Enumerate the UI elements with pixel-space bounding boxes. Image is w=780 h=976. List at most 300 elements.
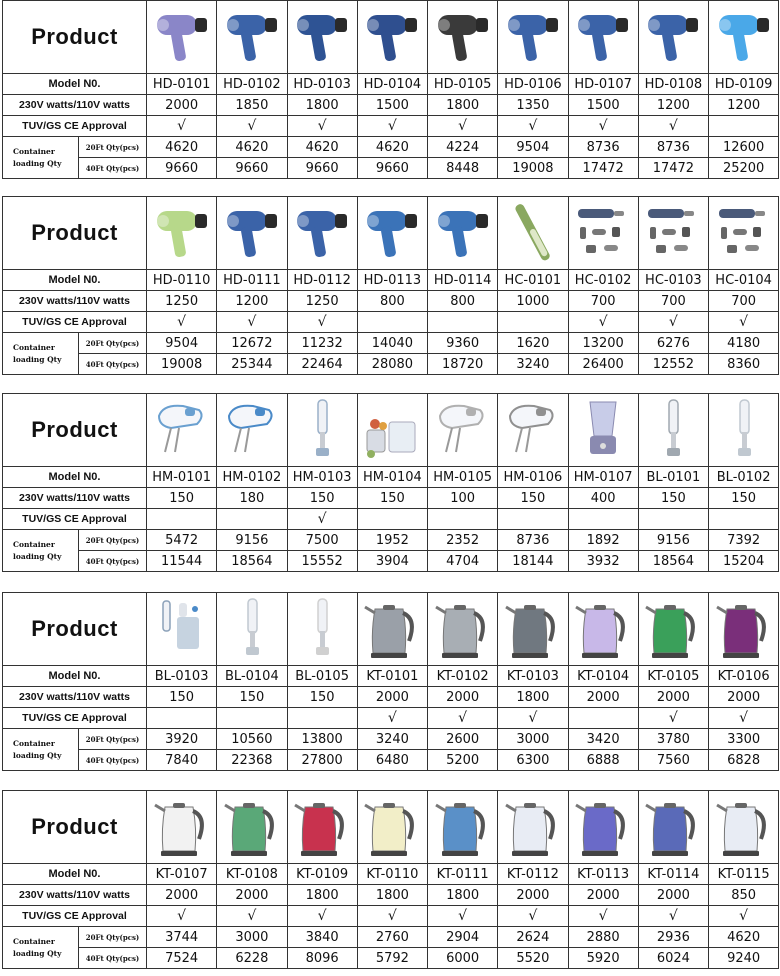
approval-cell	[147, 312, 217, 333]
watts-value: 2000	[446, 689, 480, 705]
qty-40ft-cell	[357, 750, 427, 771]
product-image-row	[3, 593, 779, 666]
watts-label: 230V watts/110V watts	[19, 889, 130, 901]
qty-20ft-cell	[638, 333, 708, 354]
product-image-cell	[147, 593, 217, 666]
product-image-cell	[357, 791, 427, 864]
model-row	[3, 467, 779, 488]
qty-40ft-cell	[498, 750, 568, 771]
qty-40ft-value: 19008	[160, 356, 203, 372]
watts-value-cell	[638, 885, 708, 906]
model-number-cell	[217, 864, 287, 885]
model-number: HM-0101	[152, 469, 212, 485]
model-number-cell	[287, 467, 357, 488]
qty-40ft-cell	[428, 948, 498, 969]
watts-value-cell	[357, 291, 427, 312]
approval-cell	[709, 906, 779, 927]
approval-cell	[638, 708, 708, 729]
watts-value-cell	[568, 291, 638, 312]
qty-20ft-cell	[287, 530, 357, 551]
approval-check-mark: √	[739, 710, 749, 726]
qty-20ft-row	[3, 927, 779, 948]
model-number: KT-0101	[366, 668, 419, 684]
qty-20ft-value: 11232	[301, 335, 343, 351]
model-number-cell	[498, 270, 568, 291]
product-image-cell	[357, 197, 427, 270]
watts-value: 150	[379, 490, 405, 506]
model-number-cell	[709, 74, 779, 95]
watts-value: 2000	[656, 689, 690, 705]
qty-40ft-cell	[638, 354, 708, 375]
qty-20ft-cell	[568, 137, 638, 158]
model-number: HD-0107	[574, 76, 632, 92]
qty-40ft-value: 26400	[582, 356, 624, 372]
qty-40ft-label-cell	[79, 750, 147, 771]
product-image-cell	[568, 791, 638, 864]
model-number: HD-0112	[293, 272, 351, 288]
approval-check-mark: √	[668, 710, 678, 726]
model-number-cell	[428, 467, 498, 488]
qty-20ft-value: 2904	[446, 929, 480, 945]
watts-value: 100	[450, 490, 476, 506]
qty-40ft-value: 18720	[441, 356, 484, 372]
qty-20ft-value: 1620	[516, 335, 550, 351]
qty-20ft-value: 4180	[727, 335, 761, 351]
qty-40ft-value: 7840	[165, 752, 199, 768]
qty-40ft-value: 25200	[722, 160, 765, 176]
model-number-cell	[709, 864, 779, 885]
model-number: HD-0105	[433, 76, 492, 92]
container-label: Container loading Qty	[13, 936, 62, 958]
approval-cell	[217, 116, 287, 137]
qty-20ft-value: 2624	[516, 929, 550, 945]
watts-value-cell	[217, 885, 287, 906]
qty-40ft-cell	[498, 354, 568, 375]
model-number: KT-0109	[296, 866, 349, 882]
watts-value: 850	[731, 887, 757, 903]
spec-table	[2, 0, 779, 179]
model-label-cell	[3, 666, 147, 687]
qty-40ft-value: 3240	[516, 356, 550, 372]
watts-label: 230V watts/110V watts	[19, 99, 130, 111]
watts-value-cell	[357, 885, 427, 906]
approval-row	[3, 906, 779, 927]
kettle-icon	[640, 793, 706, 861]
watts-value: 1250	[165, 293, 199, 309]
product-image-cell	[709, 197, 779, 270]
kettle-icon	[219, 793, 285, 861]
model-label-cell	[3, 74, 147, 95]
model-number: HC-0101	[504, 272, 562, 288]
watts-value: 700	[590, 293, 616, 309]
hair-dryer-icon	[500, 3, 566, 71]
qty-20ft-value: 9156	[235, 532, 269, 548]
watts-label: 230V watts/110V watts	[19, 691, 130, 703]
kettle-icon	[570, 595, 636, 663]
qty-20ft-row	[3, 333, 779, 354]
hair-dryer-icon	[149, 199, 215, 267]
watts-value-cell	[287, 687, 357, 708]
approval-label-cell	[3, 312, 147, 333]
qty-40ft-cell	[568, 551, 638, 572]
qty-40ft-row	[3, 551, 779, 572]
kettle-icon	[500, 793, 566, 861]
model-number-cell	[498, 666, 568, 687]
watts-value: 1800	[446, 887, 480, 903]
watts-value: 150	[309, 689, 335, 705]
container-label-cell	[3, 729, 79, 771]
approval-cell	[217, 509, 287, 530]
approval-check-mark: √	[739, 314, 749, 330]
approval-check-mark: √	[458, 908, 468, 924]
qty-40ft-cell	[287, 551, 357, 572]
spec-table	[2, 393, 779, 572]
model-number-cell	[638, 864, 708, 885]
stick-blender-icon	[640, 396, 706, 464]
model-number: HC-0103	[645, 272, 702, 288]
qty-20ft-cell	[568, 927, 638, 948]
qty-40ft-label: 40Ft Qty(pcs)	[85, 953, 140, 963]
model-label-cell	[3, 467, 147, 488]
qty-40ft-value: 6828	[727, 752, 761, 768]
approval-cell	[428, 312, 498, 333]
qty-20ft-value: 4620	[375, 139, 409, 155]
product-image-cell	[217, 197, 287, 270]
watts-value-cell	[638, 291, 708, 312]
watts-label-cell	[3, 885, 147, 906]
model-number: HD-0106	[504, 76, 562, 92]
watts-value-cell	[638, 95, 708, 116]
model-number-cell	[287, 864, 357, 885]
approval-check-mark: √	[387, 118, 397, 134]
model-number: KT-0111	[436, 866, 489, 882]
watts-value: 180	[239, 490, 265, 506]
approval-check-mark: √	[739, 908, 749, 924]
watts-label: 230V watts/110V watts	[19, 295, 130, 307]
product-header-cell	[3, 197, 147, 270]
approval-cell	[287, 312, 357, 333]
product-section	[0, 196, 780, 375]
watts-label: 230V watts/110V watts	[19, 492, 130, 504]
hair-dryer-icon	[289, 199, 355, 267]
product-image-cell	[498, 1, 568, 74]
model-number: KT-0108	[225, 866, 278, 882]
qty-20ft-cell	[147, 530, 217, 551]
approval-check-mark: √	[177, 314, 187, 330]
model-number: KT-0114	[647, 866, 700, 882]
watts-value-cell	[568, 488, 638, 509]
watts-label-cell	[3, 95, 147, 116]
watts-value-cell	[428, 291, 498, 312]
qty-40ft-cell	[217, 551, 287, 572]
qty-20ft-label: 20Ft Qty(pcs)	[85, 734, 140, 744]
product-image-cell	[428, 197, 498, 270]
approval-label: TUV/GS CE Approval	[22, 910, 127, 922]
qty-20ft-cell	[568, 333, 638, 354]
product-title: Product	[31, 616, 118, 641]
approval-cell	[147, 509, 217, 530]
model-number-cell	[147, 270, 217, 291]
approval-label-cell	[3, 708, 147, 729]
model-number: BL-0103	[154, 668, 209, 684]
qty-40ft-value: 5920	[586, 950, 620, 966]
qty-20ft-cell	[147, 927, 217, 948]
watts-value-cell	[568, 687, 638, 708]
qty-20ft-label: 20Ft Qty(pcs)	[85, 142, 140, 152]
qty-20ft-value: 9504	[516, 139, 550, 155]
approval-cell	[498, 906, 568, 927]
qty-40ft-cell	[147, 158, 217, 179]
product-header-cell	[3, 1, 147, 74]
product-image-row	[3, 1, 779, 74]
qty-20ft-cell	[568, 530, 638, 551]
watts-value: 2000	[516, 887, 550, 903]
product-image-cell	[428, 593, 498, 666]
watts-value-cell	[709, 291, 779, 312]
watts-value: 150	[239, 689, 265, 705]
qty-20ft-value: 8736	[586, 139, 620, 155]
model-label: Model N0.	[48, 670, 101, 682]
qty-20ft-value: 3744	[165, 929, 199, 945]
product-header-cell	[3, 593, 147, 666]
hair-dryer-icon	[219, 3, 285, 71]
stick-blender-icon	[289, 396, 355, 464]
approval-cell	[428, 116, 498, 137]
model-number: HD-0110	[152, 272, 211, 288]
qty-40ft-value: 3932	[586, 553, 620, 569]
watts-value-cell	[147, 885, 217, 906]
model-number: HD-0102	[223, 76, 281, 92]
approval-check-mark: √	[247, 314, 257, 330]
watts-value-cell	[217, 95, 287, 116]
watts-value: 700	[660, 293, 686, 309]
curling-brush-icon	[500, 199, 566, 267]
product-image-row	[3, 394, 779, 467]
approval-label: TUV/GS CE Approval	[22, 712, 127, 724]
watts-value: 2000	[165, 887, 199, 903]
model-number-cell	[709, 666, 779, 687]
watts-value-cell	[498, 885, 568, 906]
product-image-cell	[287, 197, 357, 270]
qty-40ft-value: 9660	[165, 160, 199, 176]
watts-value-cell	[568, 95, 638, 116]
approval-cell	[217, 906, 287, 927]
watts-value: 800	[450, 293, 476, 309]
model-number-cell	[287, 74, 357, 95]
model-number-cell	[709, 467, 779, 488]
qty-20ft-value: 2600	[446, 731, 480, 747]
product-image-row	[3, 791, 779, 864]
watts-value: 1200	[656, 97, 690, 113]
qty-40ft-cell	[568, 750, 638, 771]
qty-20ft-cell	[709, 333, 779, 354]
qty-20ft-cell	[498, 927, 568, 948]
kettle-icon	[711, 595, 777, 663]
qty-40ft-cell	[147, 750, 217, 771]
hair-dryer-icon	[149, 3, 215, 71]
model-number: KT-0103	[506, 668, 559, 684]
approval-cell	[568, 906, 638, 927]
model-number-cell	[428, 270, 498, 291]
watts-value-cell	[709, 488, 779, 509]
approval-cell	[357, 708, 427, 729]
watts-value: 1250	[305, 293, 339, 309]
hair-dryer-icon	[359, 3, 425, 71]
approval-check-mark: √	[317, 511, 327, 527]
qty-40ft-value: 9240	[727, 950, 761, 966]
approval-cell	[217, 708, 287, 729]
approval-check-mark: √	[528, 710, 538, 726]
qty-40ft-value: 22368	[231, 752, 273, 768]
watts-value: 2000	[656, 887, 690, 903]
qty-40ft-cell	[638, 158, 708, 179]
watts-value-cell	[357, 488, 427, 509]
approval-row	[3, 708, 779, 729]
qty-40ft-value: 8096	[305, 950, 339, 966]
qty-20ft-value: 10560	[231, 731, 273, 747]
watts-value-cell	[357, 95, 427, 116]
qty-40ft-cell	[357, 354, 427, 375]
qty-40ft-cell	[357, 158, 427, 179]
product-image-cell	[428, 791, 498, 864]
model-number-cell	[428, 864, 498, 885]
product-title: Product	[31, 417, 118, 442]
watts-value-cell	[568, 885, 638, 906]
model-number-cell	[709, 270, 779, 291]
kettle-icon	[430, 793, 496, 861]
product-section	[0, 0, 780, 179]
qty-20ft-cell	[147, 729, 217, 750]
model-number-cell	[498, 74, 568, 95]
countertop-blender-icon	[570, 396, 636, 464]
watts-value: 1000	[516, 293, 550, 309]
hair-dryer-icon	[570, 3, 636, 71]
product-image-cell	[428, 1, 498, 74]
model-number-cell	[217, 467, 287, 488]
watts-row	[3, 885, 779, 906]
hand-mixer-icon	[500, 396, 566, 464]
container-label-cell	[3, 927, 79, 969]
qty-40ft-label-cell	[79, 354, 147, 375]
qty-20ft-cell	[217, 137, 287, 158]
qty-40ft-cell	[638, 551, 708, 572]
watts-value-cell	[709, 885, 779, 906]
approval-cell	[147, 116, 217, 137]
hot-air-styler-set-icon	[640, 199, 706, 267]
watts-row	[3, 488, 779, 509]
watts-value: 2000	[375, 689, 409, 705]
product-image-cell	[638, 1, 708, 74]
qty-40ft-cell	[147, 551, 217, 572]
approval-check-mark: √	[387, 710, 397, 726]
product-image-row	[3, 197, 779, 270]
watts-value: 2000	[727, 689, 761, 705]
qty-20ft-value: 9156	[656, 532, 690, 548]
model-number: KT-0105	[647, 668, 700, 684]
qty-20ft-value: 2352	[446, 532, 480, 548]
kettle-icon	[289, 793, 355, 861]
approval-cell	[287, 116, 357, 137]
model-number: KT-0106	[717, 668, 770, 684]
model-number: KT-0113	[577, 866, 630, 882]
approval-label-cell	[3, 509, 147, 530]
qty-20ft-cell	[428, 530, 498, 551]
kettle-icon	[711, 793, 777, 861]
product-section	[0, 790, 780, 969]
watts-value: 2000	[165, 97, 199, 113]
qty-20ft-cell	[428, 333, 498, 354]
approval-cell	[357, 312, 427, 333]
qty-40ft-cell	[498, 551, 568, 572]
qty-20ft-cell	[287, 927, 357, 948]
qty-20ft-value: 3840	[305, 929, 339, 945]
approval-check-mark: √	[668, 118, 678, 134]
watts-value-cell	[217, 687, 287, 708]
product-image-cell	[498, 593, 568, 666]
product-image-cell	[147, 1, 217, 74]
approval-cell	[287, 708, 357, 729]
qty-40ft-cell	[287, 158, 357, 179]
qty-40ft-value: 7560	[656, 752, 690, 768]
qty-40ft-label-cell	[79, 948, 147, 969]
qty-40ft-value: 4704	[446, 553, 480, 569]
qty-40ft-cell	[287, 948, 357, 969]
watts-value-cell	[287, 885, 357, 906]
product-image-cell	[217, 394, 287, 467]
qty-40ft-row	[3, 354, 779, 375]
approval-cell	[147, 708, 217, 729]
container-label: Container loading Qty	[13, 342, 62, 364]
model-number: HM-0104	[362, 469, 422, 485]
qty-20ft-label-cell	[79, 333, 147, 354]
product-image-cell	[709, 593, 779, 666]
approval-cell	[568, 708, 638, 729]
product-image-cell	[357, 1, 427, 74]
qty-20ft-value: 3780	[656, 731, 690, 747]
model-number-cell	[217, 74, 287, 95]
qty-20ft-cell	[498, 333, 568, 354]
qty-20ft-value: 1892	[586, 532, 620, 548]
model-number-cell	[147, 666, 217, 687]
watts-value-cell	[428, 687, 498, 708]
model-number: HM-0102	[222, 469, 282, 485]
qty-20ft-label-cell	[79, 729, 147, 750]
qty-40ft-cell	[147, 354, 217, 375]
qty-20ft-cell	[217, 729, 287, 750]
product-image-cell	[357, 593, 427, 666]
qty-20ft-value: 8736	[656, 139, 690, 155]
approval-cell	[638, 509, 708, 530]
watts-value: 1200	[727, 97, 761, 113]
model-number-cell	[357, 864, 427, 885]
food-processor-icon	[359, 396, 425, 464]
qty-40ft-value: 3904	[375, 553, 409, 569]
qty-20ft-cell	[709, 137, 779, 158]
watts-row	[3, 687, 779, 708]
qty-40ft-row	[3, 750, 779, 771]
qty-40ft-value: 18564	[652, 553, 695, 569]
product-image-cell	[498, 394, 568, 467]
watts-value: 1800	[305, 97, 339, 113]
model-number: KT-0107	[155, 866, 208, 882]
model-label-cell	[3, 270, 147, 291]
watts-label-cell	[3, 687, 147, 708]
qty-20ft-value: 3000	[516, 731, 550, 747]
qty-40ft-cell	[217, 948, 287, 969]
model-label: Model N0.	[48, 78, 101, 90]
model-number: HD-0103	[293, 76, 351, 92]
qty-20ft-cell	[709, 927, 779, 948]
